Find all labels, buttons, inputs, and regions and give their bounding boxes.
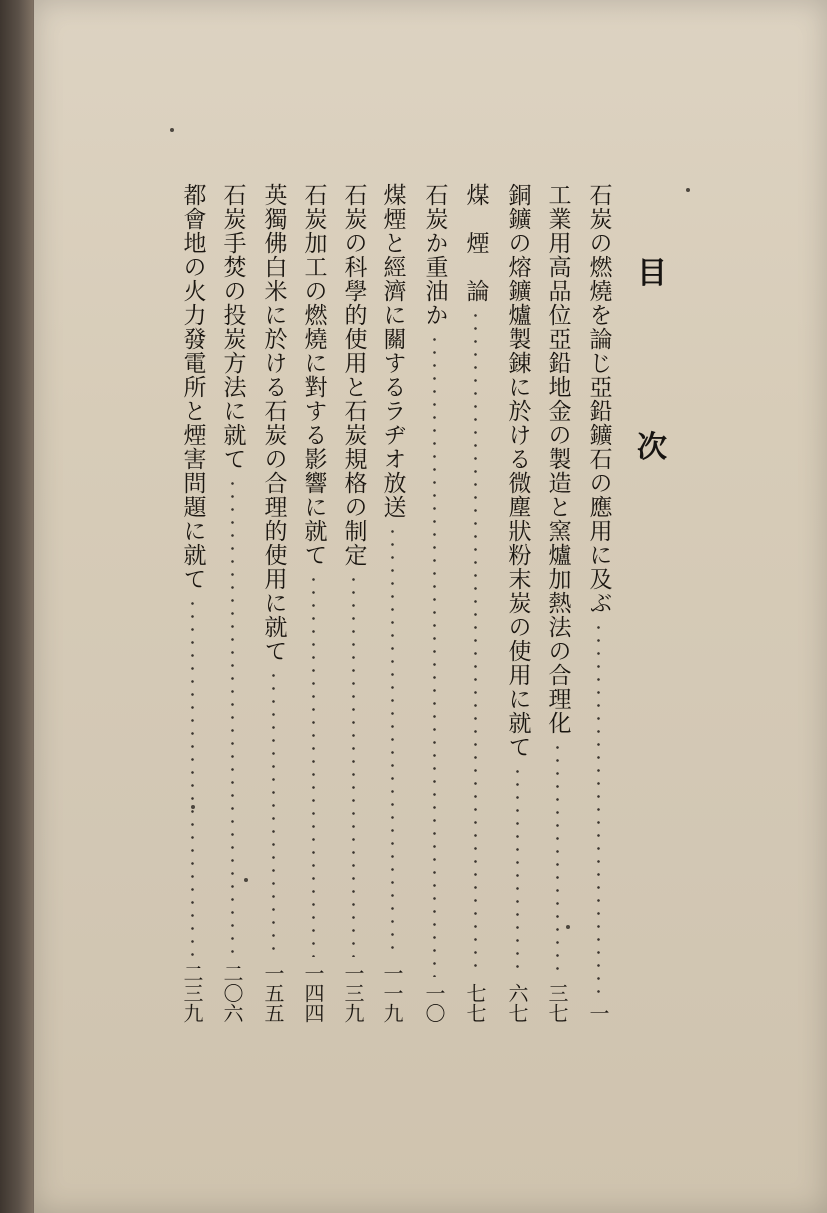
toc-entry[interactable]: [418, 183, 450, 1023]
toc-page-number: 一五五: [261, 963, 285, 1023]
toc-entry[interactable]: [257, 183, 289, 1023]
toc-page-number: 一一九: [380, 963, 404, 1023]
dotted-leader: [312, 573, 315, 957]
toc-page-number: 六七: [505, 983, 529, 1023]
toc-entry[interactable]: [541, 183, 573, 1023]
toc-entry[interactable]: [297, 183, 329, 1023]
toc-entry-title: 都會地の火力發電所と煙害問題に就て: [179, 183, 206, 591]
toc-entry-title: 煤煙と經濟に關するラヂオ放送: [379, 183, 406, 519]
toc-entry-title: 英獨佛白米に於ける石炭の合理的使用に就て: [260, 183, 287, 663]
toc-entry[interactable]: [176, 183, 208, 1023]
toc-page-number: 七七: [463, 983, 487, 1023]
toc-page-number: 一三九: [341, 963, 365, 1023]
toc-entry[interactable]: [459, 183, 491, 1023]
dotted-leader: [272, 669, 275, 957]
toc-entry-title: 石炭の燃燒を論じ亞鉛鑛石の應用に及ぶ: [585, 183, 612, 615]
toc-entry[interactable]: [501, 183, 533, 1023]
dotted-leader: [597, 621, 600, 997]
toc-title-second-char: 次: [637, 430, 667, 465]
dotted-leader: [556, 741, 559, 977]
ink-speck: [686, 188, 690, 192]
toc-entry-title: 煤 煙 論: [462, 183, 489, 303]
toc-entry[interactable]: [216, 183, 248, 1023]
toc-page-number: 二三九: [180, 963, 204, 1023]
dotted-leader: [516, 765, 519, 977]
toc-page-number: 三七: [545, 983, 569, 1023]
toc-entry-title: 工業用高品位亞鉛地金の製造と窯爐加熱法の合理化: [544, 183, 571, 735]
dotted-leader: [391, 525, 394, 957]
dotted-leader: [352, 573, 355, 957]
toc-page-number: 一四四: [301, 963, 325, 1023]
toc-page-number: 一: [586, 1003, 610, 1023]
toc-page-number: 二〇六: [220, 963, 244, 1023]
toc-entry[interactable]: [582, 183, 614, 1023]
dotted-leader: [433, 333, 436, 977]
toc-page-number: 一〇: [422, 983, 446, 1023]
toc-entry-title: 石炭手焚の投炭方法に就て: [219, 183, 246, 471]
page-gutter-shadow: [0, 0, 34, 1213]
dotted-leader: [191, 597, 194, 957]
toc-title-first-char: 目: [637, 256, 667, 291]
toc-entry[interactable]: [376, 183, 408, 1023]
dotted-leader: [474, 309, 477, 977]
toc-entry-title: 石炭の科學的使用と石炭規格の制定: [340, 183, 367, 567]
dotted-leader: [231, 477, 234, 957]
ink-speck: [170, 128, 174, 132]
toc-entry-title: 石炭か重油か: [421, 183, 448, 327]
toc-entry-title: 石炭加工の燃燒に對する影響に就て: [300, 183, 327, 567]
toc-entry[interactable]: [337, 183, 369, 1023]
toc-entry-title: 銅鑛の熔鑛爐製錬に於ける微塵狀粉末炭の使用に就て: [504, 183, 531, 759]
